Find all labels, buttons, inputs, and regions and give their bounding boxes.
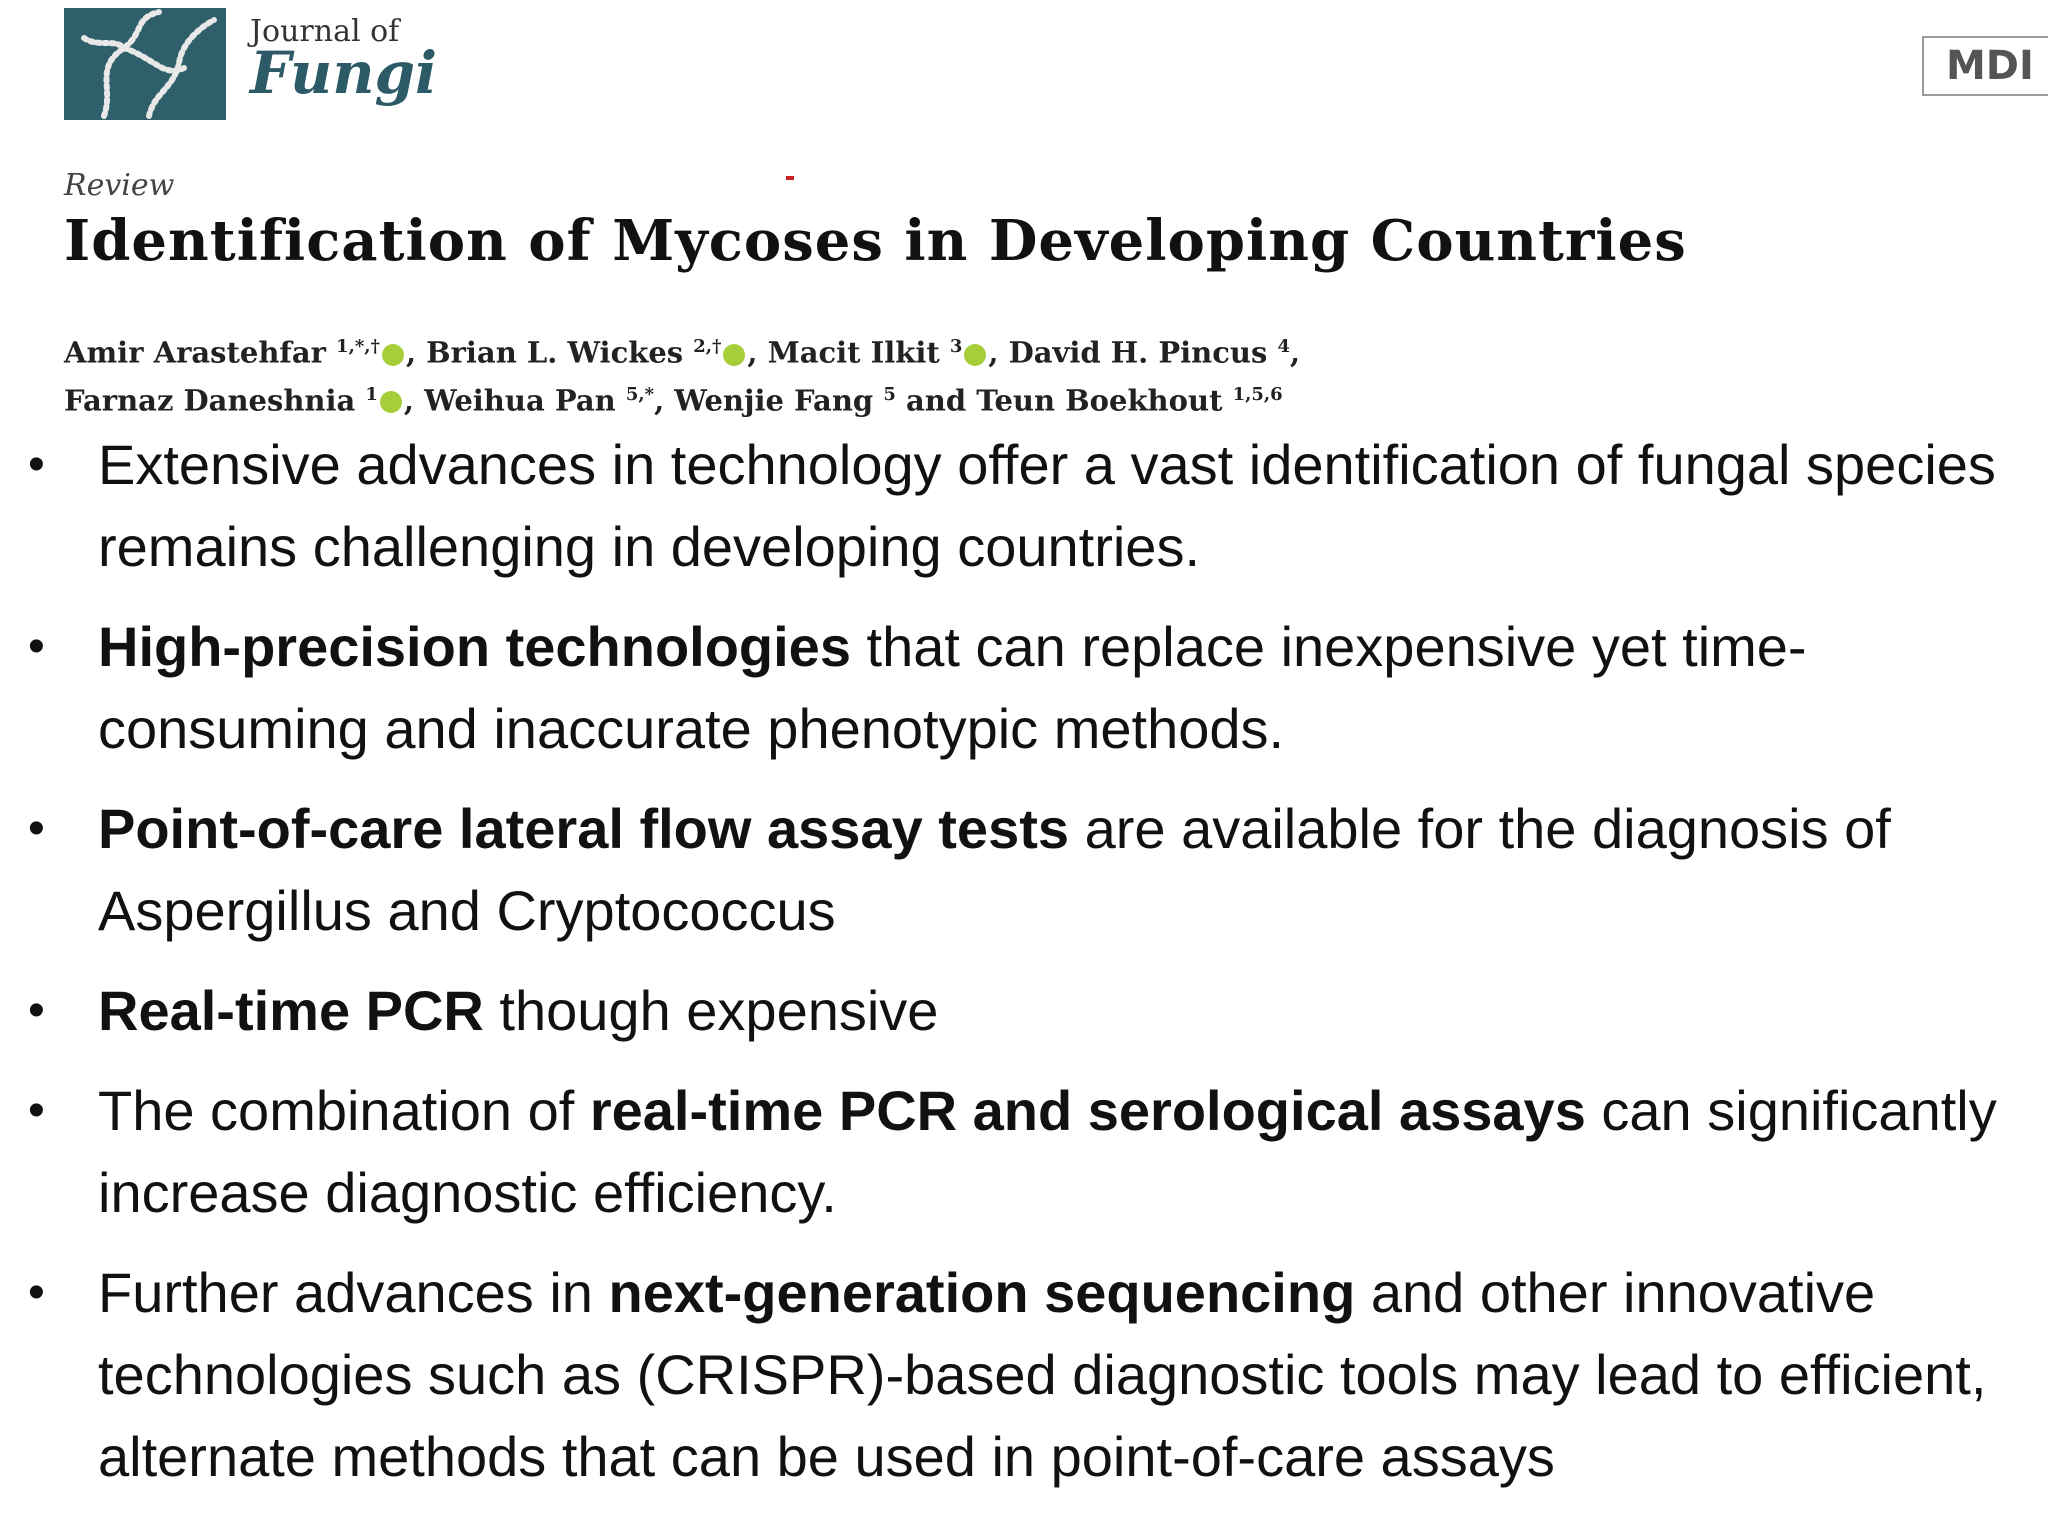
bullet-point-icon: • <box>28 1084 45 1137</box>
bullet-item <box>0 606 2048 770</box>
author-name: Amir Arastehfar <box>64 335 337 370</box>
bullet-point-icon: • <box>28 1266 45 1319</box>
bullet-item <box>0 424 2048 588</box>
author-line-2 <box>64 374 1894 422</box>
bullet-text: are available for the diagnosis of Aspergillus and Cryptococcus <box>98 797 1891 942</box>
author-affiliation: 2,† <box>693 336 722 357</box>
publisher-label: MDI <box>1946 43 2034 89</box>
author-line-1 <box>64 326 1894 374</box>
article-type: Review <box>64 168 175 203</box>
author-name: , Brian L. Wickes <box>405 335 694 370</box>
author-affiliation: 1,*,† <box>336 336 380 357</box>
bullet-emphasis-text: Real-time PCR <box>98 979 484 1042</box>
author-name: , Wenjie Fang <box>654 383 884 418</box>
author-name: , Weihua Pan <box>403 383 626 418</box>
publisher-logo <box>1922 36 2048 96</box>
author-affiliation: 5,* <box>625 383 655 405</box>
orcid-icon[interactable] <box>380 391 402 413</box>
bullet-text: that can replace inexpensive yet time-consuming and inaccurate phenotypic methods. <box>98 615 1807 760</box>
bullet-list <box>0 424 2048 1516</box>
journal-of-label: Journal of <box>250 14 400 49</box>
journal-cover-logo <box>64 8 226 120</box>
bullet-text: Further advances in <box>98 1261 609 1324</box>
bullet-text: and other innovative technologies such as (CRISPR)-based diagnostic tools may lead to efficient, alternate methods that can be used in point-of-care assays <box>98 1261 1987 1488</box>
bullet-text: Extensive advances in technology offer a vast identification of fungal species remains challenging in developing countries. <box>98 433 1996 578</box>
bullet-item <box>0 1070 2048 1234</box>
orcid-icon[interactable] <box>723 344 745 366</box>
author-name: and Teun Boekhout <box>895 383 1233 418</box>
orcid-icon[interactable] <box>382 344 404 366</box>
bullet-emphasis-text: next-generation sequencing <box>608 1261 1356 1324</box>
bullet-emphasis-text: Point-of-care lateral flow assay tests <box>98 797 1070 860</box>
fungal-hyphae-icon <box>64 8 226 120</box>
paper-title: Identification of Mycoses in Developing Countries <box>64 208 1687 274</box>
bullet-text: though expensive <box>483 979 939 1042</box>
journal-name <box>250 14 438 107</box>
bullet-point-icon: • <box>28 802 45 855</box>
bullet-text: can significantly increase diagnostic efficiency. <box>98 1079 1997 1224</box>
bullet-text: The combination of <box>98 1079 590 1142</box>
author-affiliation: 4 <box>1277 336 1290 357</box>
bullet-item <box>0 1252 2048 1498</box>
author-affiliation: 3 <box>949 336 963 357</box>
author-name: Farnaz Daneshnia <box>64 383 366 418</box>
bullet-emphasis-text: High-precision technologies <box>98 615 851 678</box>
author-name: , David H. Pincus <box>988 335 1278 370</box>
orcid-icon[interactable] <box>964 344 986 366</box>
journal-title: Fungi <box>250 39 438 107</box>
author-list <box>64 326 1894 422</box>
author-name: , <box>1289 335 1301 370</box>
bullet-item <box>0 788 2048 952</box>
bullet-point-icon: • <box>28 984 45 1037</box>
bullet-point-icon: • <box>28 620 45 673</box>
author-affiliation: 1,5,6 <box>1232 383 1283 405</box>
author-affiliation: 5 <box>883 383 896 405</box>
red-mark <box>786 176 794 180</box>
author-affiliation: 1 <box>365 383 378 405</box>
bullet-emphasis-text: real-time PCR and serological assays <box>589 1079 1586 1142</box>
bullet-item <box>0 970 2048 1052</box>
author-name: , Macit Ilkit <box>747 335 950 370</box>
bullet-point-icon: • <box>28 438 45 491</box>
